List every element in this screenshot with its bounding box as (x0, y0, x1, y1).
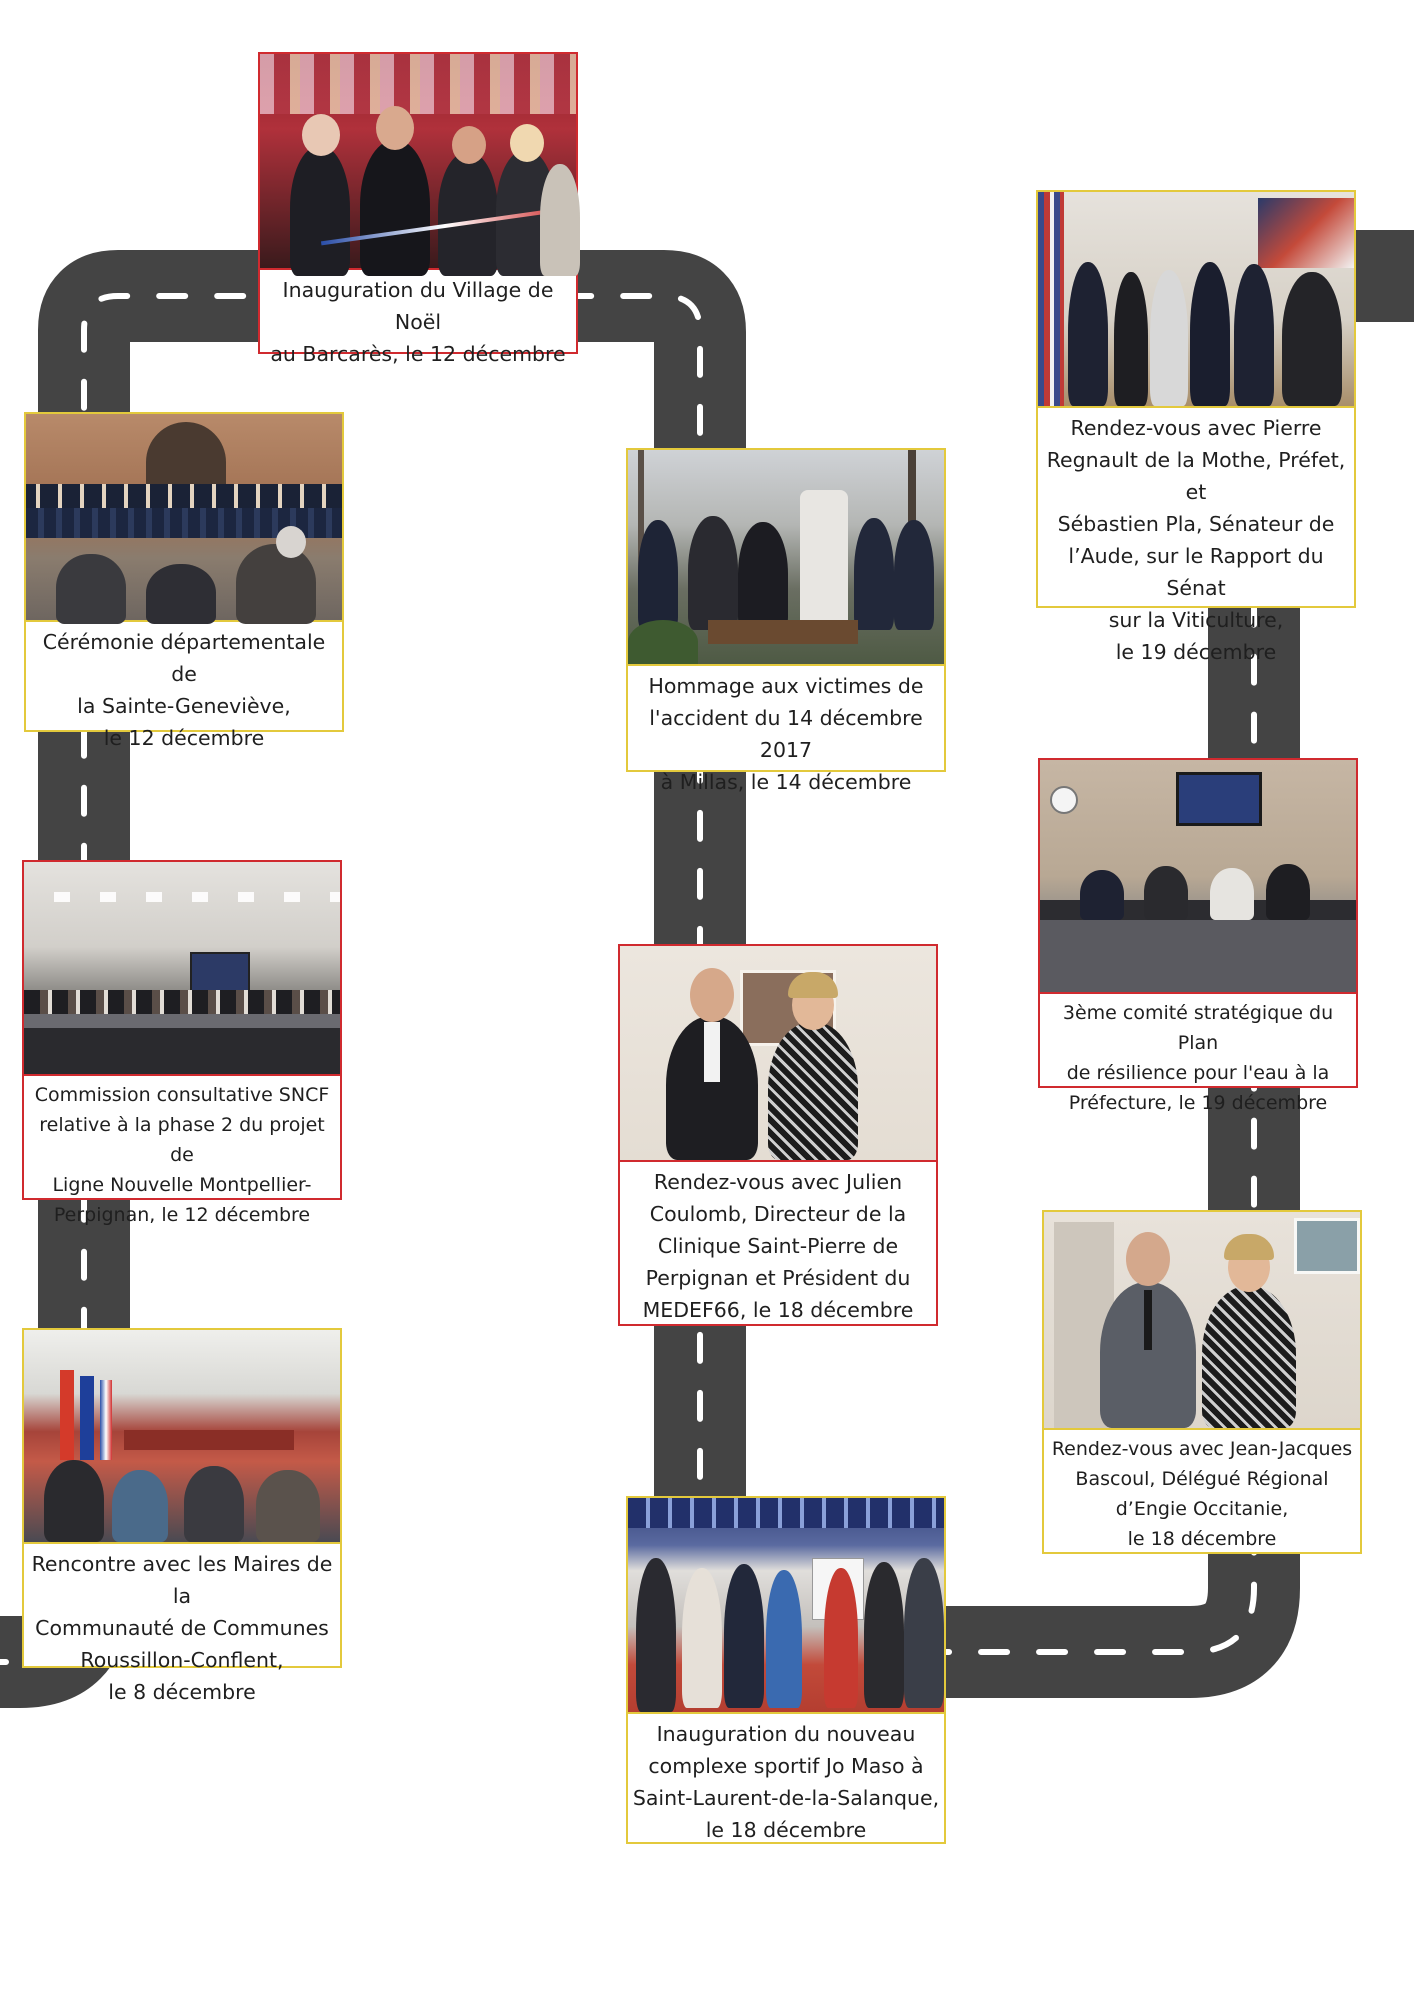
event-card-rendez-vous-engie (1042, 1210, 1362, 1554)
caption-line: complexe sportif Jo Maso à (648, 1754, 924, 1778)
event-card-hommage-millas (626, 448, 946, 794)
photo-inauguration-village-noel (260, 54, 576, 270)
caption-line: Inauguration du nouveau (656, 1722, 916, 1746)
event-card-complexe-jo-maso (626, 1496, 946, 1844)
event-card-rencontre-maires (22, 1328, 342, 1704)
caption-line: Cérémonie départementale de (42, 630, 326, 686)
caption-line: Rendez-vous avec Pierre (1070, 416, 1322, 440)
caption-line: Préfecture, le 19 décembre (1068, 1092, 1328, 1114)
caption-line: le 19 décembre (1115, 640, 1277, 664)
caption-line: Commission consultative SNCF (34, 1084, 330, 1106)
caption-line: Rendez-vous avec Jean-Jacques (1051, 1438, 1353, 1460)
photo-ceremonie-sainte-genevieve (26, 414, 342, 622)
caption-line: Perpignan, le 12 décembre (53, 1204, 311, 1226)
caption-line: Perpignan et Président du (645, 1266, 911, 1290)
caption-line: 3ème comité stratégique du Plan (1062, 1002, 1334, 1054)
caption-line: relative à la phase 2 du projet de (39, 1114, 325, 1166)
photo-commission-sncf (24, 862, 340, 1076)
caption-line: le 12 décembre (103, 726, 265, 750)
caption-line: Bascoul, Délégué Régional (1075, 1468, 1329, 1490)
photo-rencontre-maires (24, 1330, 340, 1544)
event-card-comite-resilience (1038, 758, 1358, 1114)
caption-line: Regnault de la Mothe, Préfet, et (1046, 448, 1346, 504)
photo-rendez-vous-coulomb (620, 946, 936, 1162)
event-card-rendez-vous-coulomb (618, 944, 938, 1326)
caption-line: le 8 décembre (108, 1680, 256, 1704)
caption-line: Saint-Laurent-de-la-Salanque, (632, 1786, 940, 1810)
photo-complexe-jo-maso (628, 1498, 944, 1714)
caption-line: sur la Viticulture, (1108, 608, 1284, 632)
caption-line: d’Engie Occitanie, (1115, 1498, 1289, 1520)
caption-line: MEDEF66, le 18 décembre (642, 1298, 914, 1322)
event-card-commission-sncf (22, 860, 342, 1226)
caption-line: Inauguration du Village de Noël (282, 278, 554, 334)
event-card-sainte-genevieve (24, 412, 344, 750)
caption-line: Rencontre avec les Maires de la (31, 1552, 333, 1608)
photo-comite-resilience (1040, 760, 1356, 994)
road-end-block (1364, 230, 1414, 322)
caption-line: le 18 décembre (1127, 1528, 1277, 1550)
event-card-village-noel (258, 52, 578, 366)
caption-line: Sébastien Pla, Sénateur de (1057, 512, 1335, 536)
caption-line: Clinique Saint-Pierre de (657, 1234, 899, 1258)
event-card-rendez-vous-senat (1036, 190, 1356, 664)
caption-line: Roussillon-Conflent, (80, 1648, 284, 1672)
caption-line: à Millas, le 14 décembre (660, 770, 912, 794)
photo-hommage-millas (628, 450, 944, 666)
caption-line: au Barcarès, le 12 décembre (270, 342, 566, 366)
caption-line: Hommage aux victimes de (648, 674, 924, 698)
caption-line: l’Aude, sur le Rapport du Sénat (1068, 544, 1324, 600)
caption-line: Communauté de Communes (35, 1616, 329, 1640)
caption-line: Ligne Nouvelle Montpellier- (52, 1174, 312, 1196)
caption-line: la Sainte-Geneviève, (77, 694, 291, 718)
photo-rendez-vous-senat (1038, 192, 1354, 408)
caption-line: le 18 décembre (705, 1818, 867, 1842)
caption-line: de résilience pour l'eau à la (1066, 1062, 1330, 1084)
photo-rendez-vous-engie (1044, 1212, 1360, 1430)
caption-line: Coulomb, Directeur de la (649, 1202, 907, 1226)
caption-line: Rendez-vous avec Julien (653, 1170, 903, 1194)
caption-line: l'accident du 14 décembre 2017 (649, 706, 923, 762)
